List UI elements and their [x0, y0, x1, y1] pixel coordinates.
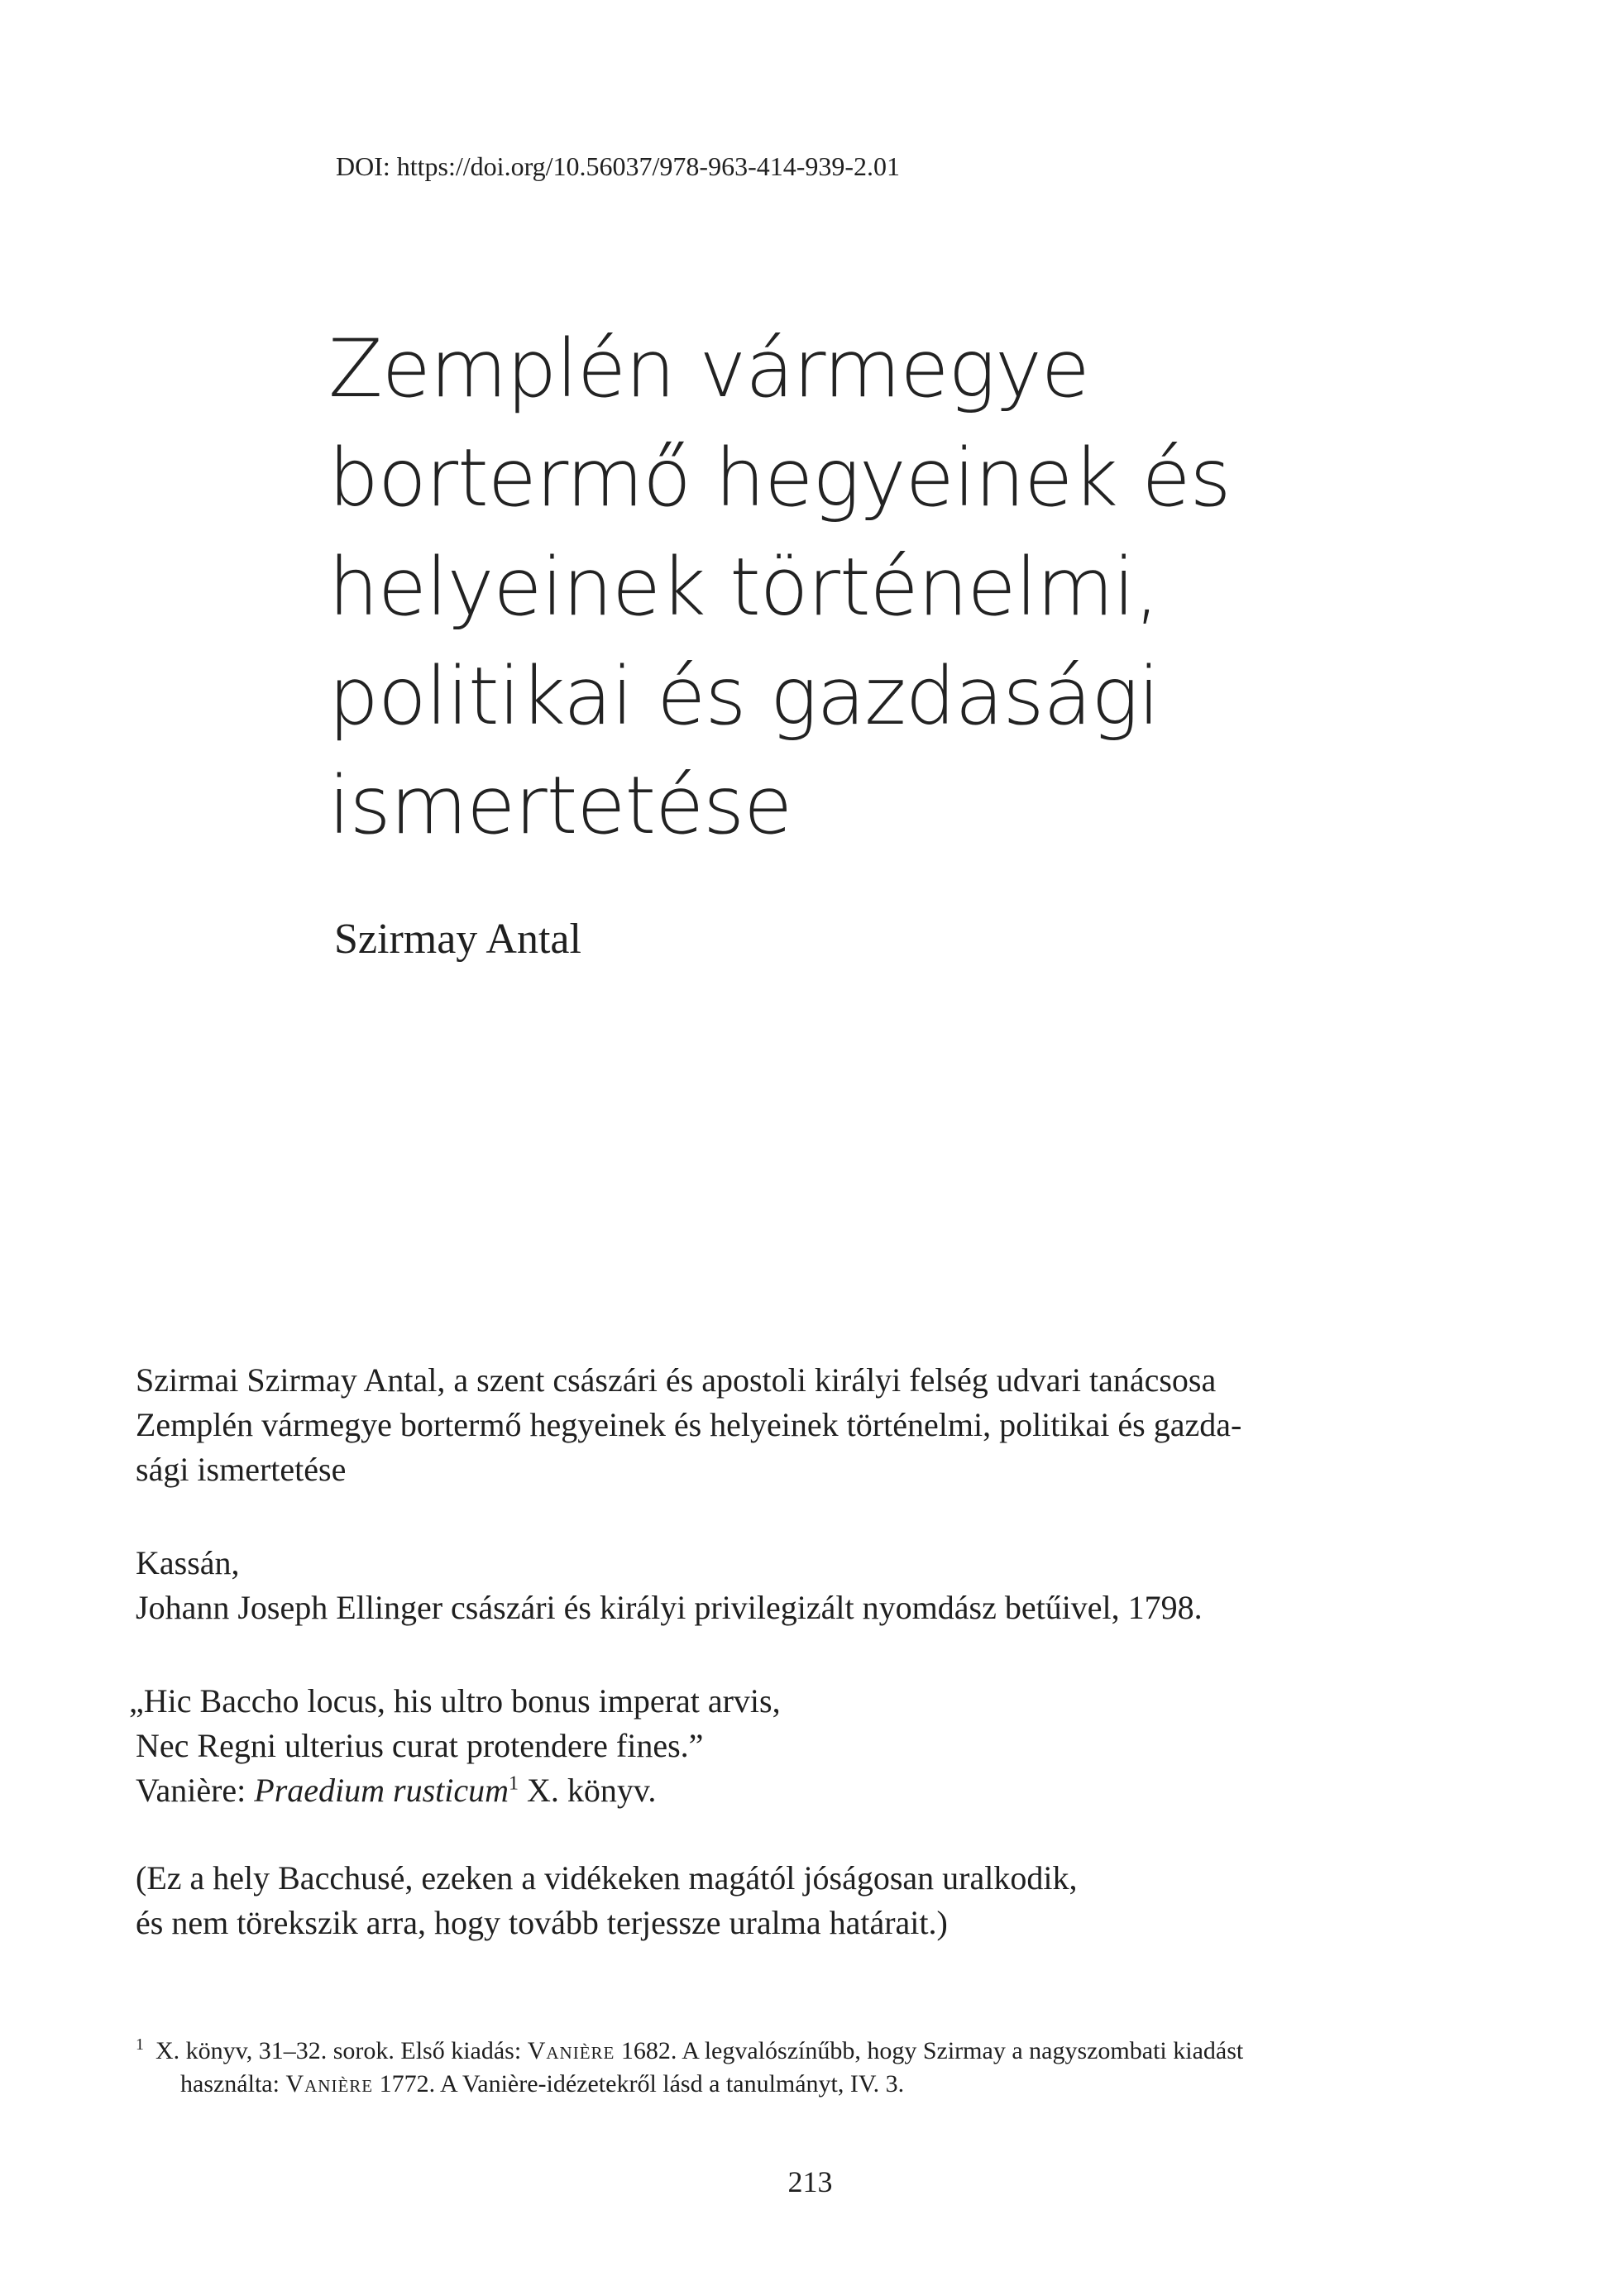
- cited-author: Vanière: [527, 2037, 615, 2064]
- footnote-line: [136, 2037, 1243, 2064]
- footnote-text: 1772. A Vanière-idézetekről lásd a tanulmányt, IV. 3.: [373, 2070, 905, 2097]
- text-line: Kassán,: [136, 1544, 240, 1581]
- text-line: Szirmai Szirmay Antal, a szent császári és apostoli királyi felség udvari tanácsosa: [136, 1361, 1217, 1399]
- text-line: (Ez a hely Bacchusé, ezeken a vidékeken magától jóságosan uralkodik,: [136, 1859, 1078, 1897]
- doi-line: DOI: https://doi.org/10.56037/978-963-414-939-2.01: [336, 151, 901, 181]
- text-line: Johann Joseph Ellinger császári és királyi privilegizált nyomdász betűivel, 1798.: [136, 1589, 1203, 1626]
- source-suffix: X. könyv.: [519, 1772, 657, 1809]
- text-line: sági ismertetése: [136, 1451, 347, 1488]
- motto-line: „Hic Baccho locus, his ultro bonus imperat arvis,: [129, 1682, 781, 1720]
- title-line: bortermő hegyeinek és: [328, 432, 1231, 524]
- cited-author: Vanière: [285, 2070, 374, 2097]
- author-name: Szirmay Antal: [334, 916, 581, 963]
- page-number: 213: [787, 2165, 833, 2198]
- intro-paragraph: [136, 1358, 1409, 1492]
- page-title: [328, 314, 1404, 860]
- title-line: Zemplén vármegye: [328, 323, 1089, 415]
- translation-paragraph: [136, 1856, 1409, 1945]
- imprint-paragraph: [136, 1541, 1409, 1630]
- text-line: Zemplén vármegye bortermő hegyeinek és helyeinek történelmi, politikai és gazda-: [136, 1406, 1242, 1443]
- text-line: és nem törekszik arra, hogy tovább terjessze uralma határait.): [136, 1904, 948, 1941]
- motto-source: [136, 1768, 1409, 1813]
- footnote-reference[interactable]: 1: [509, 1772, 519, 1795]
- source-prefix: Vanière:: [136, 1772, 255, 1809]
- footnote-text: 1682. A legvalószínűbb, hogy Szirmay a nagyszombati kiadást: [615, 2037, 1244, 2064]
- footnote: [136, 2035, 1426, 2101]
- footnote-mark: 1: [136, 2035, 144, 2054]
- source-title: Praedium rusticum: [254, 1772, 509, 1809]
- motto-quote: [129, 1679, 1409, 1813]
- motto-line: Nec Regni ulterius curat protendere fines.”: [136, 1727, 704, 1764]
- title-line: helyeinek történelmi,: [328, 541, 1159, 634]
- title-line: politikai és gazdasági: [328, 650, 1160, 743]
- footnote-text: X. könyv, 31–32. sorok. Első kiadás:: [155, 2037, 528, 2064]
- footnote-line: [136, 2068, 1426, 2101]
- footnote-text: használta:: [180, 2070, 286, 2097]
- title-line: ismertetése: [328, 759, 792, 852]
